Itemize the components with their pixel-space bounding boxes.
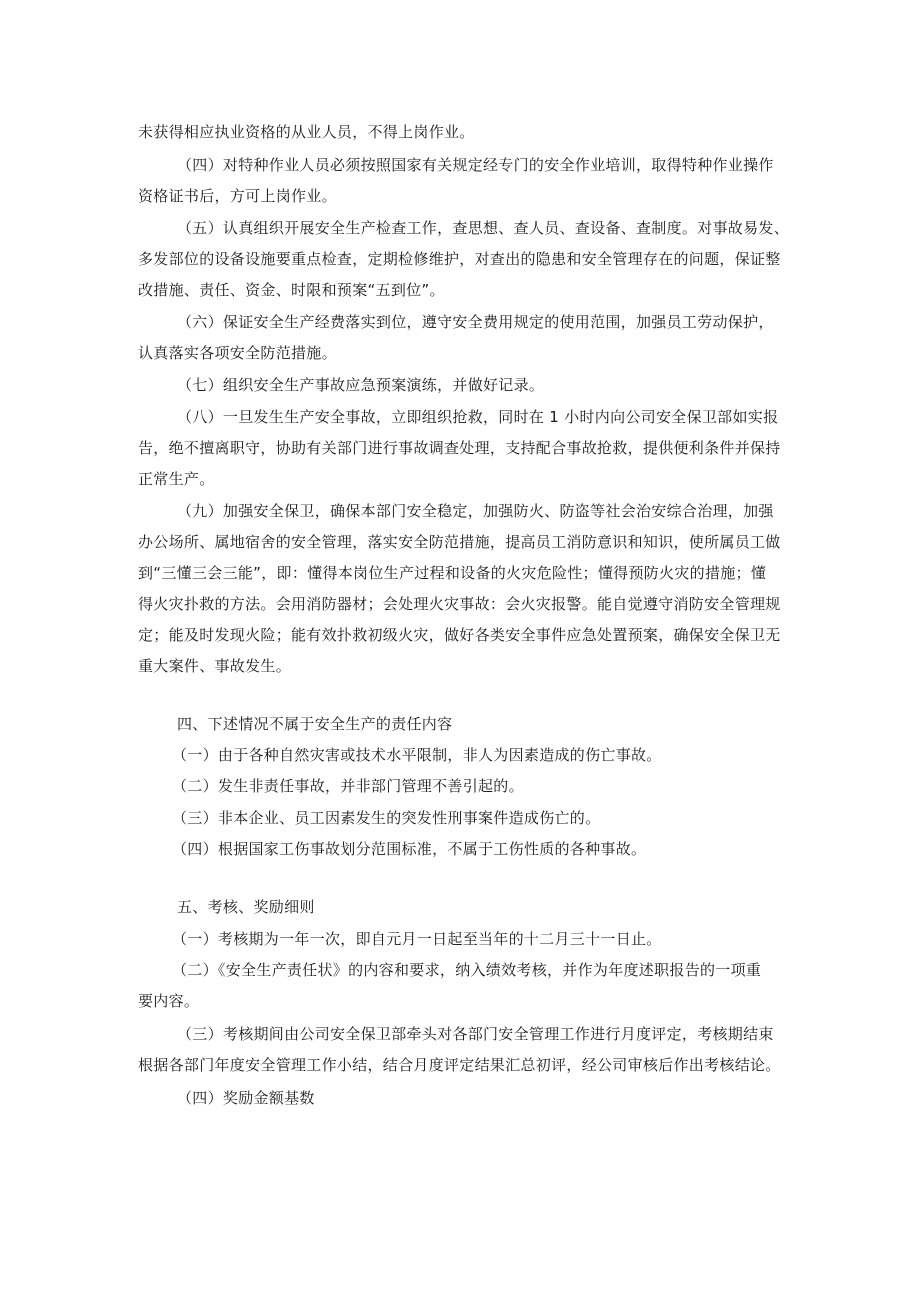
paragraph-line: 认真落实各项安全防范措施。 <box>138 344 337 362</box>
section-5-item: （四）奖励金额基数 <box>177 1089 315 1107</box>
paragraph-line: 正常生产。 <box>138 470 215 488</box>
paragraph-line: 告，绝不擅离职守，协助有关部门进行事故调查处理，支持配合事故抢救，提供便利条件并保持 <box>138 439 781 457</box>
paragraph-line: 到“三懂三会三能”，即：懂得本岗位生产过程和设备的火灾危险性；懂得预防火灾的措施；懂 <box>138 564 767 582</box>
section-5-heading: 五、考核、奖励细则 <box>177 898 315 916</box>
paragraph-line: （九）加强安全保卫，确保本部门安全稳定，加强防火、防盗等社会治安综合治理，加强 <box>177 502 774 520</box>
paragraph-line: 重大案件、事故发生。 <box>138 657 292 675</box>
continued-paragraph-line: 未获得相应执业资格的从业人员，不得上岗作业。 <box>138 123 475 141</box>
paragraph-line: 改措施、责任、资金、时限和预案“五到位”。 <box>138 281 445 299</box>
paragraph-line: （六）保证安全生产经费落实到位，遵守安全费用规定的使用范围，加强员工劳动保护， <box>177 313 774 331</box>
section-4-item: （一）由于各种自然灾害或技术水平限制，非人为因素造成的伤亡事故。 <box>172 746 662 764</box>
paragraph-line: 办公场所、属地宿舍的安全管理，落实安全防范措施，提高员工消防意识和知识，使所属员工做 <box>138 533 781 551</box>
paragraph-line: 定；能及时发现火险；能有效扑救初级火灾，做好各类安全事件应急处置预案，确保安全保卫无 <box>138 626 781 644</box>
paragraph-line: （七）组织安全生产事故应急预案演练，并做好记录。 <box>177 376 545 394</box>
section-4-item: （二）发生非责任事故，并非部门管理不善引起的。 <box>172 777 524 795</box>
paragraph-line: 资格证书后，方可上岗作业。 <box>138 187 337 205</box>
paragraph-line: （八）一旦发生生产安全事故，立即组织抢救，同时在 1 小时内向公司安全保卫部如实报 <box>177 408 779 426</box>
paragraph-line: （四）对特种作业人员必须按照国家有关规定经专门的安全作业培训，取得特种作业操作 <box>177 156 774 174</box>
section-5-item: （一）考核期为一年一次，即自元月一日起至当年的十二月三十一日止。 <box>172 930 662 948</box>
section-4-heading: 四、下述情况不属于安全生产的责任内容 <box>177 715 453 733</box>
section-4-item: （四）根据国家工伤事故划分范围标准，不属于工伤性质的各种事故。 <box>172 840 647 858</box>
paragraph-line: 根据各部门年度安全管理工作小结，结合月度评定结果汇总初评，经公司审核后作出考核结论。 <box>138 1056 781 1074</box>
section-5-item: （三）考核期间由公司安全保卫部牵头对各部门安全管理工作进行月度评定，考核期结束 <box>177 1025 774 1043</box>
paragraph-line: （五）认真组织开展安全生产检查工作，查思想、查人员、查设备、查制度。对事故易发、 <box>177 219 790 237</box>
paragraph-line: 多发部位的设备设施要重点检查，定期检修维护，对查出的隐患和安全管理存在的问题，保证整 <box>138 250 781 268</box>
section-4-item: （三）非本企业、员工因素发生的突发性刑事案件造成伤亡的。 <box>172 809 601 827</box>
paragraph-line: 要内容。 <box>138 992 200 1010</box>
section-5-item: （二）《安全生产责任状》的内容和要求，纳入绩效考核，并作为年度述职报告的一项重 <box>172 961 762 979</box>
paragraph-line: 得火灾扑救的方法。会用消防器材；会处理火灾事故：会火灾报警。能自觉遵守消防安全管理规 <box>138 595 781 613</box>
